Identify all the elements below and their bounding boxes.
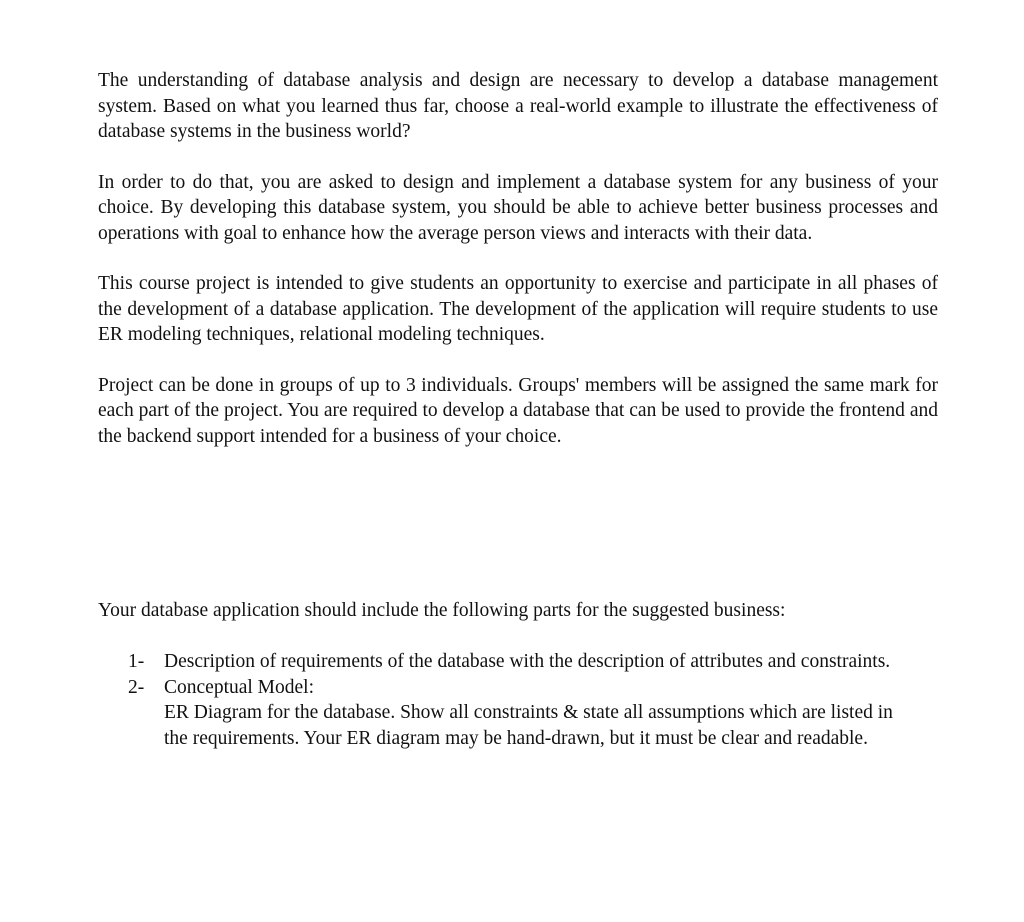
paragraph-task: In order to do that, you are asked to design and implement a database system for any business of your choice. By developing this database system, you should be able to achieve better business processes and operations with goal to enhance how the average person views and interacts with their data. (98, 171, 938, 244)
list-item (128, 649, 918, 675)
document-body (98, 68, 938, 449)
requirements-intro: Your database application should include the following parts for the suggested business: (98, 600, 786, 621)
list-item (128, 675, 918, 752)
paragraph-intro: The understanding of database analysis and design are necessary to develop a database management system. Based on what you learned thus far, choose a real-world example to illustrate the effectiveness of database systems in the business world? (98, 70, 938, 142)
paragraph-purpose: This course project is intended to give students an opportunity to exercise and participate in all phases of the development of a database application. The development of the application will require students to use ER modeling techniques, relational modeling techniques. (98, 273, 938, 345)
list-item-heading: Description of requirements of the database with the description of attributes and constraints. (164, 651, 891, 672)
list-item-detail: ER Diagram for the database. Show all constraints & state all assumptions which are listed in the requirements. Your ER diagram may be hand-drawn, but it must be clear and readable. (164, 702, 893, 749)
list-item-body (164, 649, 918, 675)
list-item-heading: Conceptual Model: (164, 676, 315, 698)
paragraph-groups: Project can be done in groups of up to 3 individuals. Groups' members will be assigned the same mark for each part of the project. You are required to develop a database that can be used to provide the frontend and the backend support intended for a business of your choice. (98, 374, 938, 447)
list-item-number: 2- (128, 676, 145, 698)
list-item-number: 1- (128, 651, 145, 672)
list-item-body (164, 675, 918, 752)
requirements-list (128, 649, 918, 751)
